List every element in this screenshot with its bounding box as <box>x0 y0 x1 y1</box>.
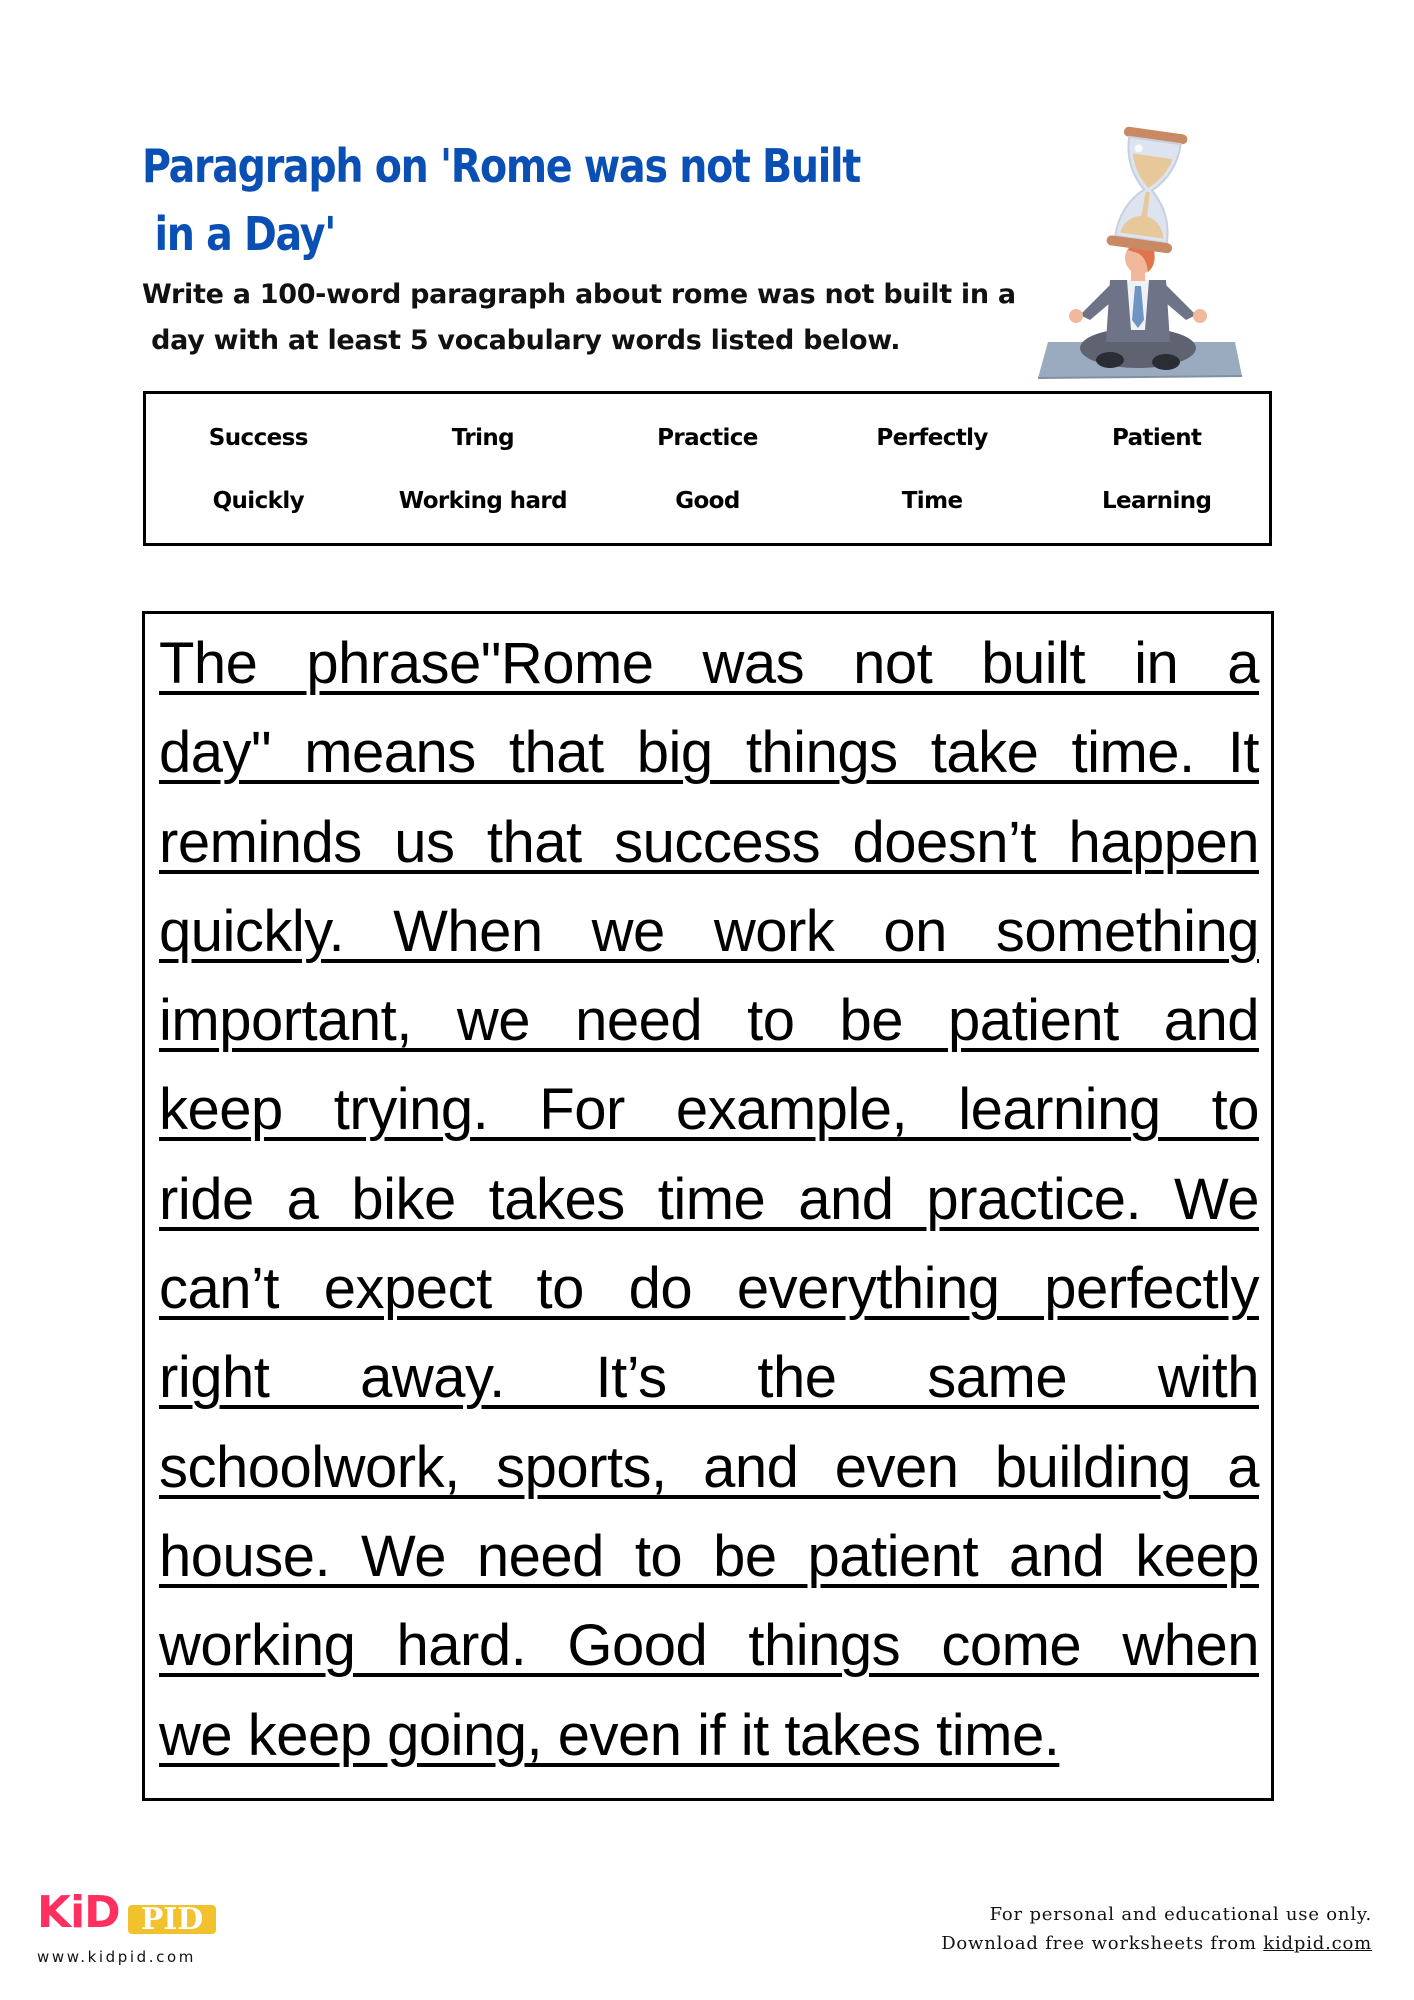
vocab-word: Success <box>208 425 308 451</box>
paragraph-line <box>159 894 1259 983</box>
paragraph-line <box>159 715 1259 804</box>
title-line-2: in a Day' <box>142 207 336 261</box>
paragraph-line <box>159 1072 1259 1161</box>
paragraph-text <box>159 626 1259 1787</box>
vocab-word: Perfectly <box>876 425 988 451</box>
footer-note-line-1: For personal and educational use only. <box>989 1904 1372 1925</box>
paragraph-line-text: important, we need to be patient and <box>159 988 1259 1054</box>
paragraph-line-text: house. We need to be patient and keep <box>159 1523 1259 1589</box>
footer-note-prefix: Download free worksheets from <box>941 1933 1264 1954</box>
paragraph-line <box>159 1698 1259 1787</box>
paragraph-line-text: right away. It’s the same with <box>159 1345 1259 1411</box>
logo-url[interactable]: www.kidpid.com <box>37 1948 196 1966</box>
logo-kid-text: KiD <box>37 1887 120 1938</box>
instruction-line-2: day with at least 5 vocabulary words listed below. <box>142 325 901 356</box>
vocabulary-row-2 <box>146 484 1269 518</box>
paragraph-line-text: can’t expect to do everything perfectly <box>159 1256 1259 1322</box>
vocab-word: Quickly <box>212 488 304 514</box>
paragraph-line-text: working hard. Good things come when <box>159 1613 1259 1679</box>
kidpid-link[interactable]: kidpid.com <box>1263 1933 1372 1954</box>
vocab-word: Good <box>675 488 740 514</box>
vocab-word: Practice <box>657 425 758 451</box>
vocabulary-row-1 <box>146 421 1269 455</box>
instructions <box>142 272 1042 364</box>
footer-note <box>941 1900 1372 1958</box>
paragraph-line-text: ride a bike takes time and practice. We <box>159 1166 1259 1232</box>
paragraph-line-text: schoolwork, sports, and even building a <box>159 1434 1259 1500</box>
paragraph-line <box>159 1251 1259 1340</box>
vocab-word: Learning <box>1101 488 1212 514</box>
worksheet-title <box>142 132 860 268</box>
paragraph-line <box>159 983 1259 1072</box>
paragraph-box <box>142 611 1274 1801</box>
vocab-word: Patient <box>1111 425 1202 451</box>
paragraph-line <box>159 805 1259 894</box>
paragraph-line-text: day" means that big things take time. It <box>159 720 1259 786</box>
paragraph-line <box>159 626 1259 715</box>
paragraph-line <box>159 1162 1259 1251</box>
vocab-word: Tring <box>451 425 514 451</box>
kidpid-logo[interactable] <box>37 1887 217 1970</box>
vocab-word: Time <box>901 488 963 514</box>
paragraph-line-text: The phrase"Rome was not built in a <box>159 631 1259 696</box>
logo-pid-badge: PID <box>128 1905 216 1934</box>
vocab-word: Working hard <box>398 488 567 514</box>
paragraph-line-text: we keep going, even if it takes time. <box>159 1702 1060 1768</box>
paragraph-line-text: keep trying. For example, learning to <box>159 1077 1259 1143</box>
title-line-1: Paragraph on 'Rome was not Built <box>142 139 860 193</box>
paragraph-line <box>159 1608 1259 1697</box>
paragraph-line <box>159 1340 1259 1429</box>
paragraph-line-text: quickly. When we work on something <box>159 898 1259 964</box>
paragraph-line-text: reminds us that success doesn’t happen <box>159 809 1259 875</box>
paragraph-line <box>159 1519 1259 1608</box>
paragraph-line <box>159 1430 1259 1519</box>
hourglass-meditation-illustration-icon <box>1030 120 1250 382</box>
instruction-line-1: Write a 100-word paragraph about rome was not built in a <box>142 279 1016 310</box>
vocabulary-box <box>143 391 1272 546</box>
footer-note-line-2 <box>941 1929 1372 1958</box>
